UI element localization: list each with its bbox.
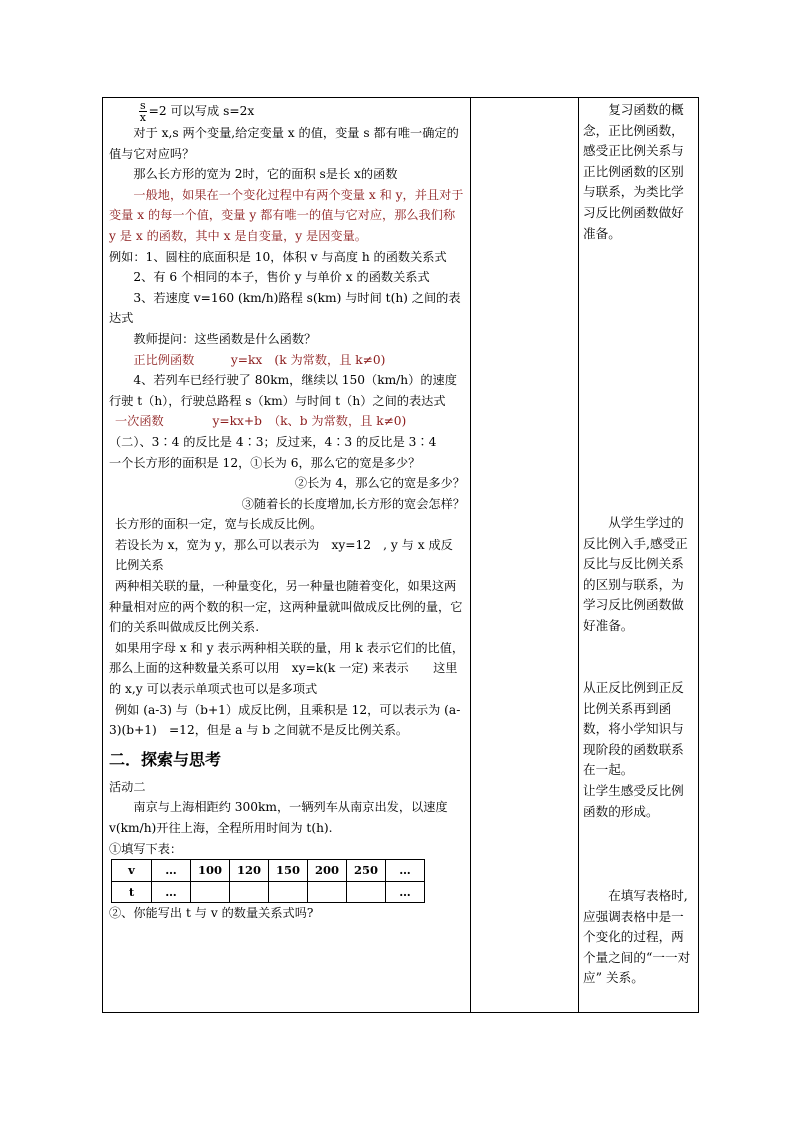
column-divider-2 (578, 98, 579, 1012)
table-cell: v (112, 860, 152, 882)
design-note-2 (583, 513, 695, 637)
linear-function-def: 一次函数 y=kx+b （k、b 为常数，且 k≠0) (115, 414, 407, 429)
relation-question: ②、你能写出 t 与 v 的数量关系式吗? (109, 906, 314, 921)
table-cell (347, 881, 386, 903)
inverse-formula-text: 如果用字母 x 和 y 表示两种相关联的量，用 k 表示它们的比值， 那么上面的这种数量关系可以用 xy=k(k 一定) 来表示 这里的 x,y 可以表示单项式也可以是多项式 (109, 640, 471, 697)
table-cell: 120 (230, 860, 269, 882)
area-function-text: 那么长方形的宽为 2时，它的面积 s是长 x的函数 (133, 167, 398, 182)
activity-label: 活动二 (109, 779, 146, 794)
fraction-numerator: s (140, 99, 146, 112)
fraction-denominator: x (139, 111, 146, 124)
example-3: 3、若速度 v=160 (km/h)路程 s(km) 与时间 t(h) 之间的表达式 (109, 290, 461, 326)
note-text: 从学生学过的反比例入手,感受正反比与反比例关系的区别与联系，为学习反比例函数做好准备。 (583, 515, 688, 633)
note-text: 让学生感受反比例函数的形成。 (583, 782, 684, 819)
table-cell (269, 881, 308, 903)
inverse-conclusion: 长方形的面积一定，宽与长成反比例。 (115, 517, 323, 532)
inverse-ratio-text: （二）、3∶4 的反比是 4∶3；反过来，4∶3 的反比是 3∶4 (109, 434, 437, 449)
teaching-content-column (109, 99, 471, 924)
inverse-definition: 两种相关联的量，一种量变化，另一种量也随着变化，如果这两种量相对应的两个数的积一定，这两种量就叫做成反比例的量，它们的关系叫做成反比例关系. (109, 579, 463, 635)
table-cell: … (152, 860, 191, 882)
table-cell: 250 (347, 860, 386, 882)
proportional-function-def: 正比例函数 y=kx (k 为常数，且 k≠0) (133, 352, 386, 367)
example-2: 2、有 6 个相同的本子，售价 y 与单价 x 的函数关系式 (133, 270, 430, 285)
column-divider-1 (470, 98, 471, 1012)
table-cell (191, 881, 230, 903)
table-row (112, 860, 425, 882)
teacher-question: 教师提问：这些函数是什么函数？ (133, 331, 317, 346)
table-cell (230, 881, 269, 903)
lesson-table (102, 97, 699, 1013)
table-cell: … (386, 881, 425, 903)
design-note-4 (583, 886, 695, 989)
table-cell: … (152, 881, 191, 903)
inverse-example: 例如 (a-3) 与（b+1）成反比例，且乘积是 12，可以表示为 (a-3)(b+1) =12，但是 a 与 b 之间就不是反比例关系。 (109, 702, 461, 738)
table-cell: 200 (308, 860, 347, 882)
function-definition: 一般地，如果在一个变化过程中有两个变量 x 和 y，并且对于变量 x 的每一个值，变量 y 都有唯一的值与它对应，那么我们称 y 是 x 的函数，其中 x 是自变量，y 是因变量。 (109, 187, 464, 243)
table-cell: 150 (269, 860, 308, 882)
table-cell: … (386, 860, 425, 882)
fraction (139, 100, 147, 123)
design-note-1 (583, 100, 695, 244)
fraction-text: =2 可以写成 s=2x (148, 104, 255, 118)
example-4: 4、若列车已经行驶了 80km，继续以 150（km/h）的速度行驶 t（h），行驶总路程 s（km）与时间 t（h）之间的表达式 (109, 373, 457, 408)
example-1: 例如：1、圆柱的底面积是 10，体积 v 与高度 h 的函数关系式 (109, 249, 447, 264)
inverse-expression: 若设长为 x，宽为 y，那么可以表示为 xy=12 , y 与 x 成反比例关系 (115, 537, 453, 573)
note-text: 在填写表格时,应强调表格中是一个变化的过程，两个量之间的“一一对应” 关系。 (583, 888, 691, 986)
rectangle-question-3: ③随着长的长度增加,长方形的宽会怎样？ (241, 496, 465, 511)
fill-table-prompt: ①填写下表： (109, 841, 183, 856)
activity-problem: 南京与上海相距约 300km，一辆列车从南京出发，以速度 v(km/h)开往上海，全程所用时间为 t(h). (109, 800, 448, 835)
note-text: 复习函数的概念，正比例函数，感受正比例关系与正比例函数的区别与联系，为类比学习反比例函数做好准备。 (583, 102, 684, 241)
section-heading: 二．探索与思考 (109, 749, 222, 769)
design-note-3 (583, 678, 695, 822)
fraction-line (139, 100, 465, 123)
speed-time-table (111, 859, 425, 903)
table-row (112, 881, 425, 903)
rectangle-question-1: 一个长方形的面积是 12，①长为 6，那么它的宽是多少？ (109, 455, 421, 470)
question-text: 对于 x,s 两个变量,给定变量 x 的值，变量 s 都有唯一确定的值与它对应吗？ (109, 126, 459, 161)
table-cell (308, 881, 347, 903)
table-cell: 100 (191, 860, 230, 882)
table-cell: t (112, 881, 152, 903)
note-text: 从正反比例到正反比例关系再到函数，将小学知识与现阶段的函数联系在一起。 (583, 680, 684, 778)
rectangle-question-2: ②长为 4，那么它的宽是多少？ (294, 476, 465, 491)
